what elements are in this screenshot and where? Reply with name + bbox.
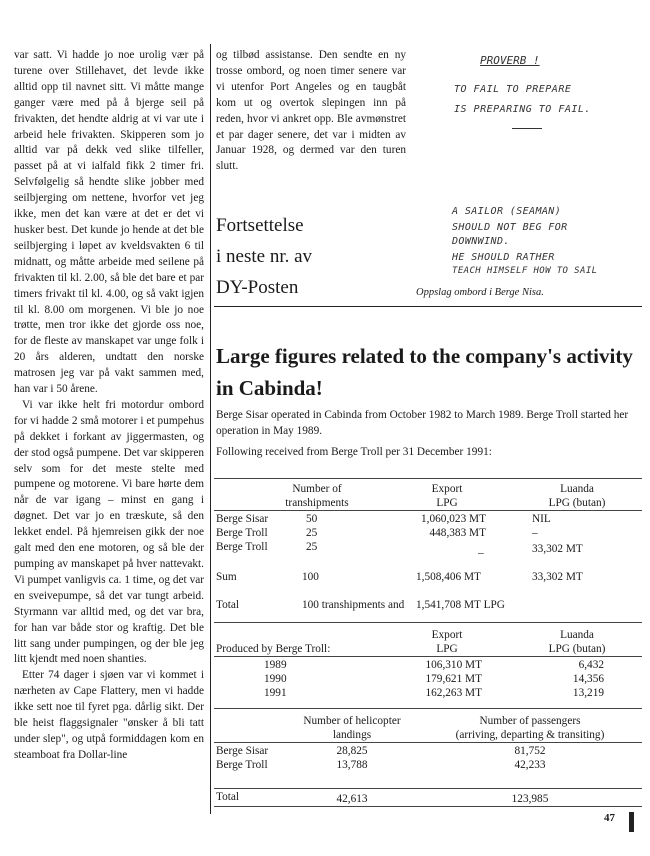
- table-rule: [214, 708, 642, 709]
- sum-export: 1,508,406 MT: [416, 571, 481, 583]
- right-column-article: [216, 48, 406, 175]
- table-rule: [214, 478, 642, 479]
- total-text: 100 transhipments and: [302, 599, 405, 611]
- row-name: Berge Troll: [216, 759, 268, 771]
- row-export: 179,621 MT: [425, 673, 482, 685]
- row-landings: 28,825: [336, 745, 368, 757]
- sailor-line: DOWNWIND.: [452, 236, 510, 247]
- paragraph: var satt. Vi hadde jo noe urolig vær på turene over Stillehavet, det levde ikke alltid opp til navnet sitt. Vi måtte mange ganger være med på å bjerge seil på frivakten, det hendte aldrig at vi var ute i arbeid hele frivakten. Skipperen som jo alltid var på dekk ved slike tilfeller, passet på at vi ialfald fikk 2 timer fri. Selvfølgelig så hendte slike jobber med seilbjerging om nettene, hvorfor vet jeg ikke, men det kan være at det er det vi husker best. Det kunde jo hende at det ble seilbjerging i løpet av kveldsvakten 6 til midnatt, og måtte arbeide med seilene på frivakten til kl. 2.00, så ble det bare et par timers frivakt til kl. 4.00, og så vakt igjen til kl. 8.00 om morgenen. Vi ble jo noe trøtte, men tror ikke det gjorde oss noe, for de fleste av manskapet var unge folk i 20 års alderen, undtatt den norske matrosen jeg var på vakt sammen med, han var i 50 årene.: [14, 49, 204, 396]
- continuation-line: Fortsettelse: [216, 215, 304, 236]
- sum-luanda: 33,302 MT: [532, 571, 583, 583]
- page-number: 47: [604, 812, 615, 824]
- row-luanda: 33,302 MT: [532, 543, 583, 555]
- arrow-icon: [512, 128, 542, 129]
- total-landings: 42,613: [336, 793, 368, 805]
- table-rule: [214, 656, 642, 657]
- row-passengers: 42,233: [514, 759, 546, 771]
- table-title: Produced by Berge Troll:: [216, 643, 331, 655]
- row-luanda: –: [532, 527, 538, 539]
- column-header: Number of passengers (arriving, departing & transiting): [455, 715, 605, 741]
- table-rule: [214, 788, 642, 789]
- sailor-line: SHOULD NOT BEG FOR: [452, 222, 568, 233]
- sailor-line: TEACH HIMSELF HOW TO SAIL: [452, 266, 598, 276]
- proverb-line: IS PREPARING TO FAIL.: [454, 104, 591, 115]
- continuation-line: DY-Posten: [216, 277, 299, 298]
- row-landings: 13,788: [336, 759, 368, 771]
- table-rule: [214, 742, 642, 743]
- table-rule: [214, 806, 642, 807]
- row-year: 1990: [264, 673, 287, 685]
- total-value: 1,541,708 MT LPG: [416, 599, 505, 611]
- column-header: Number of transhipments: [285, 483, 349, 509]
- row-year: 1991: [264, 687, 287, 699]
- row-export: –: [478, 547, 484, 559]
- row-name: Berge Troll: [216, 541, 268, 553]
- sailor-line: HE SHOULD RATHER: [452, 252, 555, 263]
- photo-caption: Oppslag ombord i Berge Nisa.: [416, 287, 544, 298]
- row-name: Berge Troll: [216, 527, 268, 539]
- row-year: 1989: [264, 659, 287, 671]
- row-count: 25: [306, 541, 318, 553]
- total-passengers: 123,985: [511, 793, 549, 805]
- table-rule: [214, 622, 642, 623]
- paragraph: Etter 74 dager i sjøen var vi kommet i nærheten av Cape Flattery, men vi hadde ikke sett noe til fyret pga. dårlig sikt. Der ble heist flaggsignaler "ønsker å bli tatt under slep", og utpå formiddagen kom en steamboat fra Dollar-line: [14, 669, 204, 761]
- row-passengers: 81,752: [514, 745, 546, 757]
- total-label: Total: [216, 599, 240, 611]
- column-divider: [210, 44, 211, 814]
- row-luanda: 6,432: [578, 659, 604, 671]
- row-name: Berge Sisar: [216, 513, 269, 525]
- proverb-title: PROVERB !: [480, 54, 540, 67]
- intro-paragraph: Following received from Berge Troll per 31 December 1991:: [216, 446, 492, 458]
- row-export: 162,263 MT: [425, 687, 482, 699]
- article-headline: Large figures related to the company's activity in Cabinda!: [216, 344, 633, 400]
- continuation-notice: [216, 210, 312, 303]
- row-export: 106,310 MT: [425, 659, 482, 671]
- intro-paragraph: Berge Sisar operated in Cabinda from October 1982 to March 1989. Berge Troll started her operation in May 1989.: [216, 409, 629, 437]
- column-header: Luanda LPG (butan): [548, 629, 606, 655]
- row-export: 448,383 MT: [429, 527, 486, 539]
- column-header: Export LPG: [431, 629, 463, 655]
- total-label: Total: [216, 791, 240, 803]
- article-intro: [216, 408, 636, 467]
- left-column-article: [14, 48, 204, 764]
- page-marker: [629, 812, 634, 832]
- row-export: 1,060,023 MT: [421, 513, 486, 525]
- row-luanda: 14,356: [572, 673, 604, 685]
- handwritten-note-photo: [416, 46, 642, 284]
- column-header: Number of helicopter landings: [303, 715, 401, 741]
- section-divider: [214, 306, 642, 307]
- column-header: Luanda LPG (butan): [548, 483, 606, 509]
- paragraph: Vi var ikke helt fri motordur ombord for vi hadde 2 små motorer i et pumpehus på dekket i forkant av jiggermasten, og der stod også pumpene. Det var skipperen selv som for det meste stelte med pumpene og motorene. Vi bare hørte dem når de var igang – minst en gang i døgnet. Det var jo en træskute, så den lekket endel. På hjemreisen gikk der noe galt med den ene motoren, og så ble der pumping av manskapet på hver nattevakt. Vi pumpet vanligvis ca. 1 time, og det var en sveivepumpe, så det var tungt arbeid. Styrmann var alltid med, og det var bra, for han var både stor og kraftig. Det ble litt sang under pumpingen, og der ble jeg litt kjendt med noen shanties.: [14, 398, 204, 666]
- row-count: 25: [306, 527, 318, 539]
- row-name: Berge Sisar: [216, 745, 269, 757]
- proverb-line: TO FAIL TO PREPARE: [454, 84, 572, 95]
- row-luanda: 13,219: [572, 687, 604, 699]
- row-count: 50: [306, 513, 318, 525]
- row-luanda: NIL: [532, 513, 551, 525]
- sum-count: 100: [302, 571, 319, 583]
- column-header: Export LPG: [431, 483, 463, 509]
- sailor-line: A SAILOR (SEAMAN): [452, 206, 562, 217]
- table-rule: [214, 510, 642, 511]
- continuation-line: i neste nr. av: [216, 246, 313, 267]
- sum-label: Sum: [216, 571, 237, 583]
- paragraph: og tilbød assistanse. Den sendte en ny trosse ombord, og noen timer senere var vi utenfor Port Angeles og en taugbåt kom ut og overtok slepingen inn på reden, hvor vi ankret opp. Ble avmønstret et par dager senere, det var i midten av Januar 1928, og dermed var den turen slutt.: [216, 49, 406, 173]
